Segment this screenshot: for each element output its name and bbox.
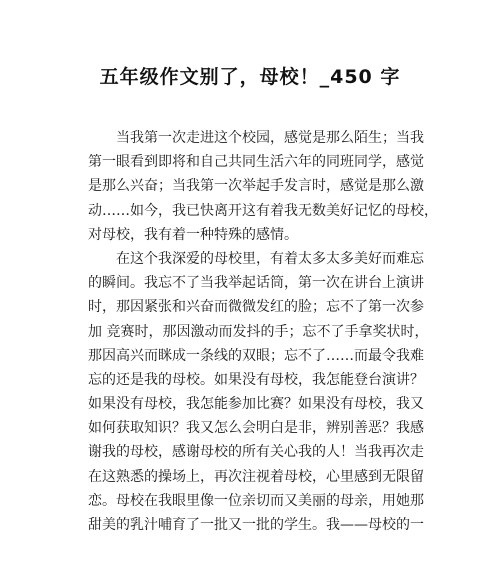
text-line: 如何获取知识？我又怎么会明白是非，辨别善恶？我感 [88, 420, 424, 437]
text-line: 时，那因紧张和兴奋而微微发红的脸；忘不了第一次参 [88, 299, 424, 316]
text-line: 对母校，我有着一种特殊的感情。 [88, 226, 298, 243]
text-line: 在这个我深爱的母校里，有着太多太多美好而难忘 [116, 250, 424, 267]
text-line: 恋。母校在我眼里像一位亲切而又美丽的母亲，用她那 [88, 492, 424, 509]
paragraph-1 [88, 126, 438, 247]
text-line: 如果没有母校，我怎能参加比赛？如果没有母校，我又 [88, 396, 424, 413]
text-line: 忘的还是我的母校。如果没有母校，我怎能登台演讲？ [88, 371, 424, 388]
paragraph-2 [88, 247, 429, 537]
text-line: 那因高兴而眯成一条线的双眼；忘不了……而最令我难 [88, 347, 424, 364]
document-body [88, 126, 438, 537]
text-line: 是那么兴奋；当我第一次举起手发言时，感觉是那么激 [88, 178, 424, 195]
text-line: 第一眼看到即将和自己共同生活六年的同班同学，感觉 [88, 154, 424, 171]
text-line: 谢我的母校，感谢母校的所有关心我的人！当我再次走 [88, 444, 424, 461]
text-line: 动……如今，我已快离开这有着我无数美好记忆的母校， [88, 202, 438, 219]
text-line: 当我第一次走进这个校园，感觉是那么陌生；当我 [116, 130, 424, 146]
text-line: 甜美的乳汁哺育了一批又一批的学生。我——母校的一 [88, 517, 424, 533]
text-line: 在这熟悉的操场上，再次注视着母校，心里感到无限留 [88, 468, 424, 485]
text-line: 的瞬间。我忘不了当我举起话筒，第一次在讲台上演讲 [88, 275, 424, 292]
document-title: 五年级作文别了，母校！_450 字 [99, 66, 401, 88]
text-line: 加 竞赛时，那因激动而发抖的手；忘不了手拿奖状时， [88, 323, 429, 340]
